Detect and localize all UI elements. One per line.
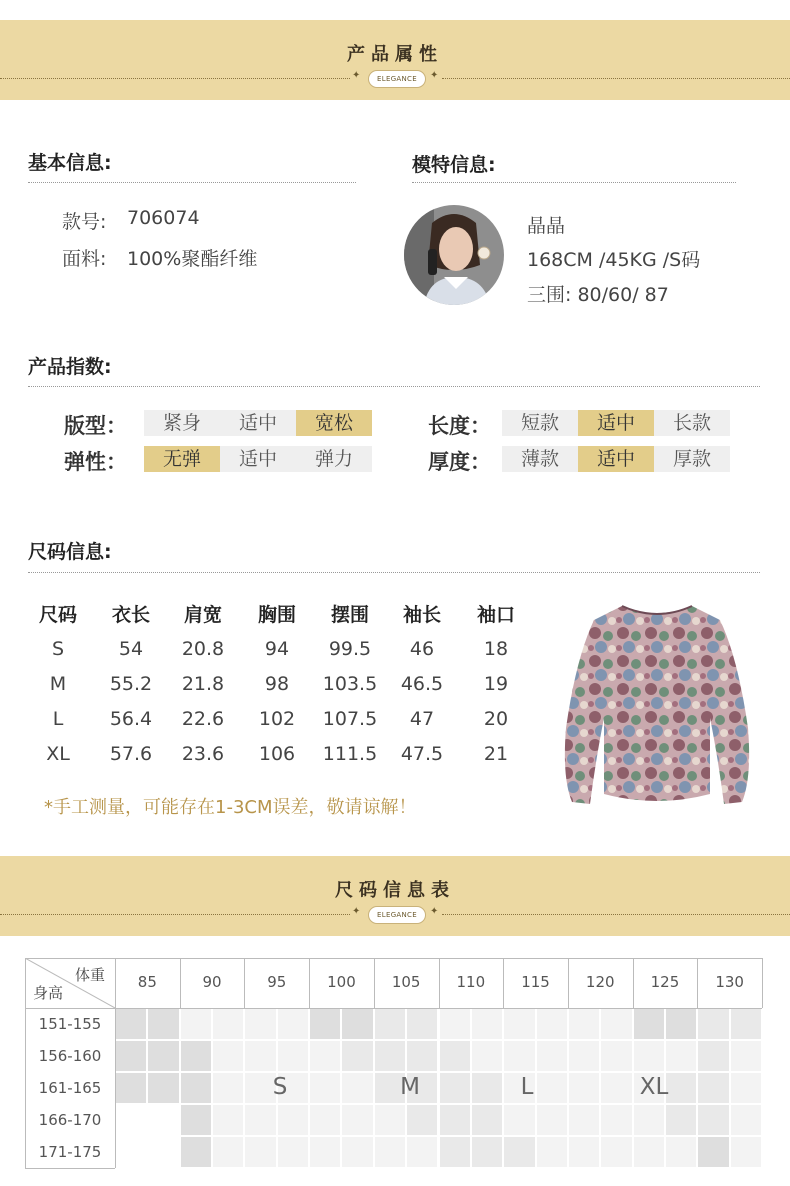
weight-header: 115: [521, 973, 550, 991]
size-chart-cell: [245, 1041, 275, 1071]
basic-info-title: 基本信息:: [28, 152, 112, 174]
size-chart-cell: [698, 1073, 728, 1103]
size-chart-cell: [504, 1105, 534, 1135]
size-chart-size-label: XL: [639, 1074, 669, 1100]
size-chart-cell: [148, 1041, 178, 1071]
size-chart-cell: [148, 1073, 178, 1103]
size-chart-cell: [407, 1009, 437, 1039]
size-table-cell: 20: [483, 708, 509, 730]
size-chart-cell: [440, 1137, 470, 1167]
size-chart-cell: [148, 1105, 178, 1135]
product-attributes-banner: [0, 20, 790, 100]
fit-label: 版型：: [64, 414, 127, 438]
size-chart-cell: [440, 1009, 470, 1039]
size-chart-cell: [342, 1137, 372, 1167]
size-table-cell: 23.6: [181, 743, 225, 765]
banner-divider-right: [442, 78, 790, 79]
length-option-long: 长款: [654, 410, 730, 436]
elasticity-option-none: 无弹: [144, 446, 220, 472]
size-chart-cell: [634, 1009, 664, 1039]
size-chart-cell: [407, 1041, 437, 1071]
size-chart-cell: [213, 1009, 243, 1039]
size-chart-cell: [537, 1009, 567, 1039]
size-chart-cell: [245, 1137, 275, 1167]
size-chart-cell: [666, 1105, 696, 1135]
thickness-option-thin: 薄款: [502, 446, 578, 472]
size-chart-cell: [407, 1137, 437, 1167]
corner-height-label: 身高: [33, 984, 64, 1002]
size-chart-cell: [116, 1073, 146, 1103]
model-name: 晶晶: [527, 215, 566, 237]
elasticity-option-medium: 适中: [220, 446, 296, 472]
size-chart-cell: [569, 1105, 599, 1135]
banner-divider-right: [442, 914, 790, 915]
size-chart-cell: [472, 1009, 502, 1039]
size-chart-cell: [278, 1137, 308, 1167]
size-chart-size-label: S: [272, 1074, 288, 1100]
measurement-note: *手工测量，可能存在1-3CM误差，敬请谅解！: [44, 797, 417, 818]
size-table-cell: 54: [118, 638, 144, 660]
size-table-cell: 56.4: [109, 708, 153, 730]
size-chart-cell: [634, 1137, 664, 1167]
size-chart-cell: [213, 1041, 243, 1071]
size-table-header: 肩宽: [183, 604, 222, 626]
size-chart-cell: [181, 1009, 211, 1039]
elegance-badge: ELEGANCE: [368, 906, 426, 924]
size-chart-cell: [504, 1137, 534, 1167]
weight-header: 85: [137, 973, 157, 991]
size-chart-cell: [504, 1041, 534, 1071]
size-chart-cell: [148, 1137, 178, 1167]
size-chart-cell: [310, 1009, 340, 1039]
size-table-cell: 19: [483, 673, 509, 695]
size-chart-cell: [407, 1105, 437, 1135]
size-chart-cell: [472, 1105, 502, 1135]
size-chart-cell: [310, 1041, 340, 1071]
banner-divider-left: [0, 78, 350, 79]
size-table-cell: 102: [258, 708, 296, 730]
size-table-cell: 57.6: [109, 743, 153, 765]
banner-divider-left: [0, 914, 350, 915]
divider: [28, 572, 760, 573]
size-chart-cell: [731, 1137, 761, 1167]
grid-line: [25, 1168, 115, 1169]
weight-header: 105: [391, 973, 421, 991]
thickness-option-regular: 适中: [578, 446, 654, 472]
size-chart-cell: [116, 1041, 146, 1071]
grid-line: [25, 1008, 762, 1009]
star-icon: ✦: [430, 906, 439, 917]
weight-header: 110: [456, 973, 486, 991]
size-chart-cell: [731, 1073, 761, 1103]
height-label: 151-155: [38, 1015, 102, 1033]
size-chart-cell: [375, 1105, 405, 1135]
style-no-value: 706074: [127, 207, 200, 229]
size-chart-cell: [472, 1137, 502, 1167]
divider: [412, 182, 736, 183]
size-chart-cell: [601, 1009, 631, 1039]
size-chart-cell: [666, 1041, 696, 1071]
weight-header: 130: [715, 973, 744, 991]
size-chart-cell: [634, 1105, 664, 1135]
size-table-cell: XL: [46, 743, 70, 765]
size-chart-cell: [310, 1073, 340, 1103]
size-table-cell: L: [52, 708, 64, 730]
size-chart-cell: [698, 1105, 728, 1135]
banner-title: 尺码信息表: [335, 880, 455, 901]
size-chart-cell: [601, 1137, 631, 1167]
corner-weight-label: 体重: [75, 966, 106, 984]
elasticity-label: 弹性：: [64, 450, 127, 474]
size-chart-cell: [213, 1137, 243, 1167]
size-chart-cell: [666, 1137, 696, 1167]
weight-header: 90: [202, 973, 222, 991]
size-table-cell: 20.8: [181, 638, 225, 660]
size-chart-cell: [537, 1041, 567, 1071]
size-chart-cell: [569, 1073, 599, 1103]
size-table-cell: 94: [264, 638, 290, 660]
size-info-title: 尺码信息:: [28, 541, 112, 563]
size-table-cell: 55.2: [109, 673, 153, 695]
size-chart-cell: [116, 1009, 146, 1039]
divider: [28, 386, 760, 387]
size-chart-cell: [666, 1009, 696, 1039]
model-info-title: 模特信息:: [412, 154, 496, 176]
size-chart-cell: [278, 1009, 308, 1039]
size-chart-cell: [278, 1041, 308, 1071]
size-chart-cell: [504, 1009, 534, 1039]
size-chart-size-label: L: [520, 1074, 534, 1100]
size-chart-cell: [698, 1009, 728, 1039]
fit-option-tight: 紧身: [144, 410, 220, 436]
size-chart-cell: [569, 1009, 599, 1039]
height-label: 166-170: [38, 1111, 102, 1129]
size-chart-cell: [731, 1041, 761, 1071]
size-table-cell: 22.6: [181, 708, 225, 730]
product-index-title: 产品指数:: [28, 356, 112, 378]
grid-line: [25, 958, 762, 959]
size-chart-cell: [213, 1105, 243, 1135]
size-chart-cell: [537, 1137, 567, 1167]
size-table-cell: 107.5: [322, 708, 378, 730]
length-option-short: 短款: [502, 410, 578, 436]
size-chart-cell: [278, 1105, 308, 1135]
size-table-cell: 21: [483, 743, 509, 765]
fabric-label: 面料:: [62, 248, 107, 270]
size-chart-cell: [440, 1073, 470, 1103]
size-table-header: 胸围: [257, 604, 296, 626]
size-chart-cell: [310, 1137, 340, 1167]
weight-header: 120: [585, 973, 615, 991]
size-chart-cell: [472, 1041, 502, 1071]
size-chart-cell: [181, 1137, 211, 1167]
weight-header: 95: [267, 973, 287, 991]
elegance-badge: ELEGANCE: [368, 70, 426, 88]
size-table-cell: 98: [264, 673, 290, 695]
size-chart-cell: [537, 1105, 567, 1135]
size-chart-cell: [569, 1041, 599, 1071]
size-table-cell: 106: [258, 743, 296, 765]
size-table-header: 袖口: [476, 604, 515, 626]
length-label: 长度：: [428, 414, 491, 438]
star-icon: ✦: [352, 70, 361, 81]
size-chart-cell: [181, 1073, 211, 1103]
model-measurements: 三围: 80/60/ 87: [527, 284, 669, 306]
size-table-cell: 46: [409, 638, 435, 660]
weight-header: 125: [650, 973, 680, 991]
size-chart-cell: [375, 1137, 405, 1167]
size-chart-cell: [698, 1137, 728, 1167]
size-chart-cell: [569, 1137, 599, 1167]
size-table-header: 衣长: [111, 604, 150, 626]
size-chart-cell: [698, 1041, 728, 1071]
size-chart-cell: [245, 1105, 275, 1135]
size-chart-cell: [731, 1105, 761, 1135]
size-chart-cell: [731, 1009, 761, 1039]
size-chart-cell: [601, 1105, 631, 1135]
fit-option-loose: 宽松: [296, 410, 372, 436]
height-label: 156-160: [38, 1047, 102, 1065]
size-table-cell: 18: [483, 638, 509, 660]
height-label: 161-165: [38, 1079, 102, 1097]
size-chart-cell: [440, 1041, 470, 1071]
fabric-value: 100%聚酯纤维: [127, 248, 258, 270]
size-table-cell: 46.5: [400, 673, 444, 695]
size-chart-cell: [601, 1041, 631, 1071]
star-icon: ✦: [352, 906, 361, 917]
model-avatar: [404, 205, 504, 305]
length-option-regular: 适中: [578, 410, 654, 436]
size-chart-cell: [213, 1073, 243, 1103]
size-chart-cell: [375, 1009, 405, 1039]
size-table-cell: 103.5: [322, 673, 378, 695]
star-icon: ✦: [430, 70, 439, 81]
size-chart-cell: [310, 1105, 340, 1135]
elasticity-option-stretch: 弹力: [296, 446, 372, 472]
size-table-cell: 111.5: [322, 743, 378, 765]
size-chart-cell: [181, 1041, 211, 1071]
size-chart-cell: [116, 1105, 146, 1135]
banner-title: 产品属性: [347, 44, 443, 65]
size-chart-cell: [342, 1105, 372, 1135]
size-table-cell: 47.5: [400, 743, 444, 765]
product-image: [560, 598, 754, 814]
size-table-header: 摆围: [330, 604, 369, 626]
size-table-cell: M: [49, 673, 67, 695]
size-chart-cell: [148, 1009, 178, 1039]
height-label: 171-175: [38, 1143, 102, 1161]
grid-line: [762, 958, 763, 1008]
size-chart-cell: [634, 1041, 664, 1071]
size-table-cell: 47: [409, 708, 435, 730]
size-chart-cell: [342, 1041, 372, 1071]
size-table-header: 袖长: [402, 604, 441, 626]
size-table-header: 尺码: [38, 604, 77, 626]
thickness-label: 厚度：: [428, 450, 491, 474]
size-chart-size-label: M: [400, 1074, 420, 1100]
size-chart-cell: [342, 1073, 372, 1103]
size-chart-banner: [0, 856, 790, 936]
weight-header: 100: [327, 973, 356, 991]
size-chart-cell: [375, 1041, 405, 1071]
size-table-cell: S: [51, 638, 65, 660]
size-chart-cell: [116, 1137, 146, 1167]
size-table-cell: 21.8: [181, 673, 225, 695]
style-no-label: 款号:: [62, 211, 107, 233]
size-chart-cell: [342, 1009, 372, 1039]
size-table-cell: 99.5: [328, 638, 372, 660]
thickness-option-thick: 厚款: [654, 446, 730, 472]
size-chart-cell: [440, 1105, 470, 1135]
model-stats: 168CM /45KG /S码: [527, 249, 701, 271]
fit-option-regular: 适中: [220, 410, 296, 436]
divider: [28, 182, 356, 183]
size-chart-cell: [181, 1105, 211, 1135]
size-chart-cell: [245, 1009, 275, 1039]
